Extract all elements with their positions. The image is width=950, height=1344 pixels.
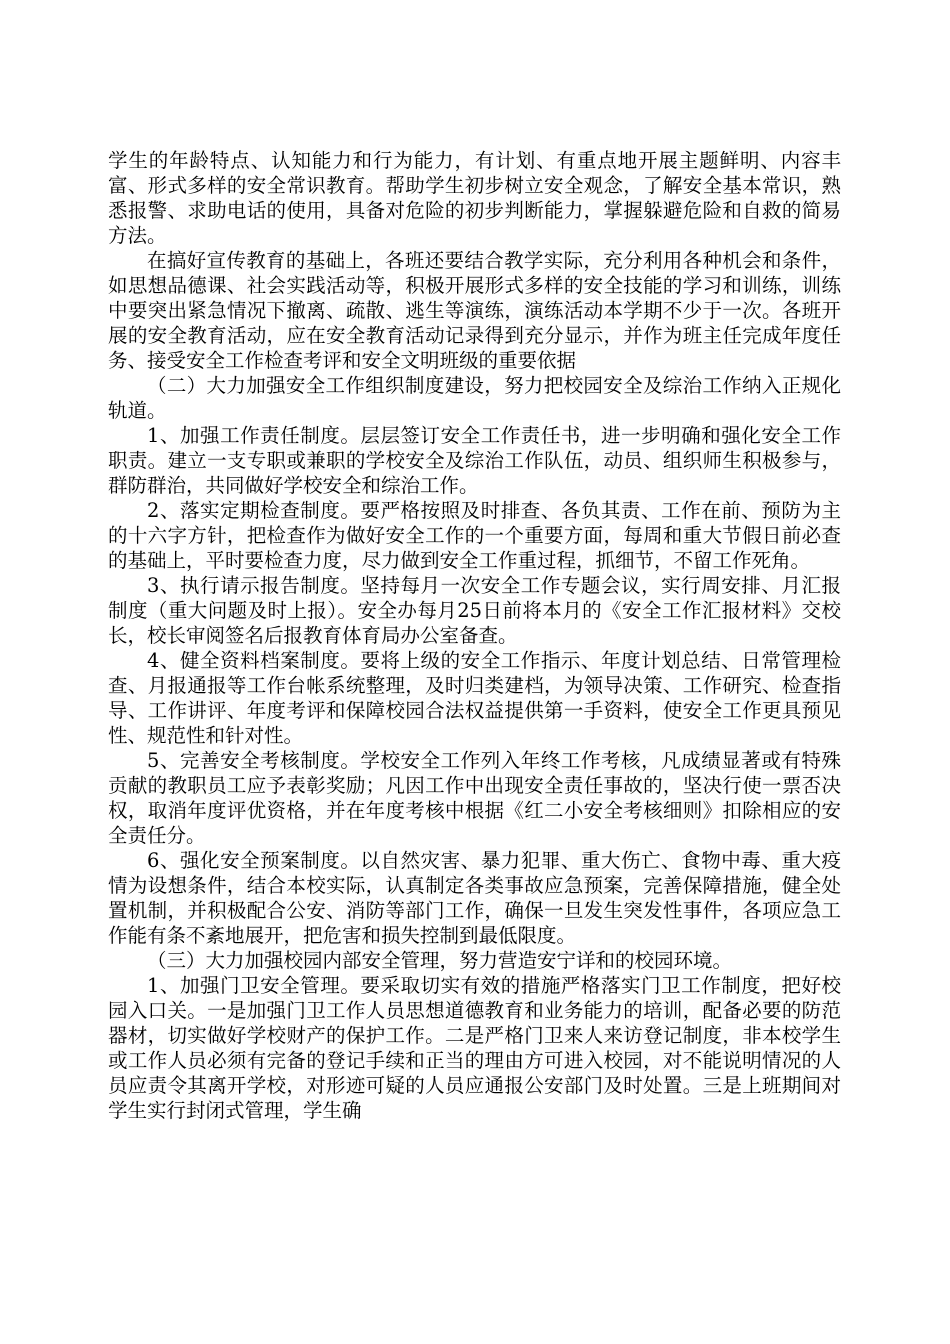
paragraph: 3、执行请示报告制度。坚持每月一次安全工作专题会议，实行周安排、月汇报制度（重大问题及时上报）。安全办每月25日前将本月的《安全工作汇报材料》交校长，校长审阅签名后报教育体育局办公室备查。 [108, 574, 841, 647]
paragraph: 5、完善安全考核制度。学校安全工作列入年终工作考核，凡成绩显著或有特殊贡献的教职员工应予表彰奖励；凡因工作中出现安全责任事故的，坚决行使一票否决权，取消年度评优资格，并在年度考核中根据《红二小安全考核细则》扣除相应的安全责任分。 [108, 749, 841, 847]
paragraph: 在搞好宣传教育的基础上，各班还要结合教学实际，充分利用各种机会和条件，如思想品德课、社会实践活动等，积极开展形式多样的安全技能的学习和训练，训练中要突出紧急情况下撤离、疏散、逃生等演练，演练活动本学期不少于一次。各班开展的安全教育活动，应在安全教育活动记录得到充分显示，并作为班主任完成年度任务、接受安全工作检查考评和安全文明班级的重要依据 [108, 249, 841, 372]
paragraph: 6、强化安全预案制度。以自然灾害、暴力犯罪、重大伤亡、食物中毒、重大疫情为设想条件，结合本校实际，认真制定各类事故应急预案，完善保障措施，健全处置机制，并积极配合公安、消防等部门工作，确保一旦发生突发性事件，各项应急工作能有条不紊地展开，把危害和损失控制到最低限度。 [108, 849, 841, 947]
document-page [108, 148, 841, 1123]
paragraph: 4、健全资料档案制度。要将上级的安全工作指示、年度计划总结、日常管理检查、月报通报等工作台帐系统整理，及时归类建档，为领导决策、工作研究、检查指导、工作讲评、年度考评和保障校园合法权益提供第一手资料，使安全工作更具预见性、规范性和针对性。 [108, 649, 841, 747]
section-heading: （二）大力加强安全工作组织制度建设，努力把校园安全及综治工作纳入正规化轨道。 [108, 374, 841, 422]
paragraph: 2、落实定期检查制度。要严格按照及时排查、各负其责、工作在前、预防为主的十六字方针，把检查作为做好安全工作的一个重要方面，每周和重大节假日前必查的基础上，平时要检查力度，尽力做到安全工作重过程，抓细节，不留工作死角。 [108, 499, 841, 572]
paragraph: 1、加强工作责任制度。层层签订安全工作责任书，进一步明确和强化安全工作职责。建立一支专职或兼职的学校安全及综治工作队伍，动员、组织师生积极参与，群防群治，共同做好学校安全和综治工作。 [108, 424, 841, 497]
paragraph: 学生的年龄特点、认知能力和行为能力，有计划、有重点地开展主题鲜明、内容丰富、形式多样的安全常识教育。帮助学生初步树立安全观念，了解安全基本常识，熟悉报警、求助电话的使用，具备对危险的初步判断能力，掌握躲避危险和自救的简易方法。 [108, 149, 841, 247]
paragraph: 1、加强门卫安全管理。要采取切实有效的措施严格落实门卫工作制度，把好校园入口关。一是加强门卫工作人员思想道德教育和业务能力的培训，配备必要的防范器材，切实做好学校财产的保护工作。二是严格门卫来人来访登记制度，非本校学生或工作人员必须有完备的登记手续和正当的理由方可进入校园，对不能说明情况的人员应责令其离开学校，对形迹可疑的人员应通报公安部门及时处置。三是上班期间对学生实行封闭式管理，学生确 [108, 974, 841, 1122]
section-heading: （三）大力加强校园内部安全管理，努力营造安宁详和的校园环境。 [147, 949, 733, 972]
